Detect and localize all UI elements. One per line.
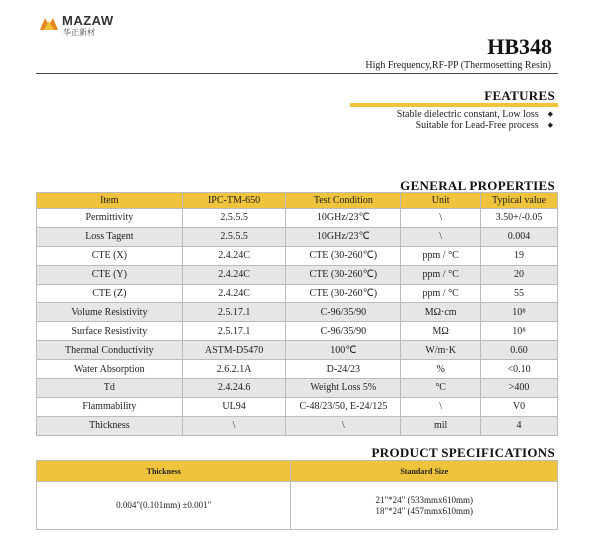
table-cell: CTE (30-260℃) bbox=[286, 265, 401, 284]
table-cell: 100℃ bbox=[286, 341, 401, 360]
table-row bbox=[37, 322, 558, 341]
table-cell: 10⁸ bbox=[481, 322, 558, 341]
table-cell: Flammability bbox=[37, 397, 183, 416]
bullet-diamond-icon: ◆ bbox=[547, 121, 553, 129]
table-cell: 2.5.17.1 bbox=[182, 303, 286, 322]
feature-item bbox=[397, 109, 553, 120]
spec-sizes bbox=[291, 482, 558, 530]
brand-name: MAZAW bbox=[62, 13, 114, 28]
table-cell: °C bbox=[401, 379, 481, 398]
table-cell: 2.5.5.5 bbox=[182, 227, 286, 246]
table-row bbox=[37, 303, 558, 322]
feature-item bbox=[397, 120, 553, 131]
table-cell: 2.5.17.1 bbox=[182, 322, 286, 341]
column-header: Test Condition bbox=[286, 193, 401, 209]
table-cell: Permittivity bbox=[37, 209, 183, 228]
table-cell: \ bbox=[182, 416, 286, 435]
table-cell: 2.6.2.1A bbox=[182, 360, 286, 379]
table-cell: 0.004 bbox=[481, 227, 558, 246]
column-header: Item bbox=[37, 193, 183, 209]
table-cell: 2.4.24C bbox=[182, 284, 286, 303]
spec-size: 21"*24" (533mmx610mm) bbox=[375, 494, 474, 505]
table-cell: Weight Loss 5% bbox=[286, 379, 401, 398]
table-cell: CTE (X) bbox=[37, 246, 183, 265]
table-cell: % bbox=[401, 360, 481, 379]
table-row bbox=[37, 397, 558, 416]
general-properties-heading: GENERAL PROPERTIES bbox=[400, 178, 555, 193]
table-cell: D-24/23 bbox=[286, 360, 401, 379]
brand-mark-icon bbox=[38, 12, 60, 34]
table-row bbox=[37, 341, 558, 360]
table-cell: C-48/23/50, E-24/125 bbox=[286, 397, 401, 416]
table-cell: C-96/35/90 bbox=[286, 303, 401, 322]
table-cell: CTE (30-260℃) bbox=[286, 284, 401, 303]
table-row bbox=[37, 265, 558, 284]
table-cell: 10GHz/23℃ bbox=[286, 209, 401, 228]
table-cell: \ bbox=[401, 209, 481, 228]
table-cell: 2.4.24.6 bbox=[182, 379, 286, 398]
table-row bbox=[37, 379, 558, 398]
product-title: HB348 bbox=[487, 34, 552, 59]
table-cell: CTE (Y) bbox=[37, 265, 183, 284]
table-row bbox=[37, 284, 558, 303]
table-cell: ppm / °C bbox=[401, 265, 481, 284]
table-cell: V0 bbox=[481, 397, 558, 416]
table-cell: \ bbox=[401, 227, 481, 246]
bullet-diamond-icon: ◆ bbox=[547, 110, 553, 118]
properties-body bbox=[37, 209, 558, 436]
table-cell: \ bbox=[286, 416, 401, 435]
table-cell: ppm / °C bbox=[401, 284, 481, 303]
table-cell: 19 bbox=[481, 246, 558, 265]
feature-text: Suitable for Lead-Free process bbox=[415, 120, 539, 131]
table-cell: Thermal Conductivity bbox=[37, 341, 183, 360]
table-cell: MΩ·cm bbox=[401, 303, 481, 322]
table-cell: mil bbox=[401, 416, 481, 435]
table-cell: \ bbox=[401, 397, 481, 416]
features-list bbox=[397, 109, 553, 131]
column-header: IPC-TM-650 bbox=[182, 193, 286, 209]
table-cell: Water Absorption bbox=[37, 360, 183, 379]
header-divider bbox=[36, 73, 558, 74]
table-cell: 10GHz/23℃ bbox=[286, 227, 401, 246]
table-row bbox=[37, 482, 558, 530]
table-cell: Loss Tagent bbox=[37, 227, 183, 246]
table-cell: <0.10 bbox=[481, 360, 558, 379]
table-row bbox=[37, 416, 558, 435]
table-cell: 20 bbox=[481, 265, 558, 284]
table-cell: UL94 bbox=[182, 397, 286, 416]
feature-text: Stable dielectric constant, Low loss bbox=[396, 109, 539, 120]
spec-thickness: 0.004"(0.101mm) ±0.001" bbox=[37, 482, 291, 530]
table-cell: 3.50+/-0.05 bbox=[481, 209, 558, 228]
table-cell: 2.4.24C bbox=[182, 265, 286, 284]
table-row bbox=[37, 209, 558, 228]
table-cell: Volume Resistivity bbox=[37, 303, 183, 322]
table-cell: 0.60 bbox=[481, 341, 558, 360]
table-cell: >400 bbox=[481, 379, 558, 398]
product-specifications-heading: PRODUCT SPECIFICATIONS bbox=[371, 445, 555, 460]
brand-chinese: 华正新材 bbox=[63, 28, 95, 37]
table-header-row bbox=[37, 461, 558, 482]
column-header: Typical value bbox=[481, 193, 558, 209]
table-cell: ASTM-D5470 bbox=[182, 341, 286, 360]
table-header-row bbox=[37, 193, 558, 209]
table-cell: CTE (Z) bbox=[37, 284, 183, 303]
spec-size: 18"*24" (457mmx610mm) bbox=[375, 505, 474, 516]
table-cell: Surface Resistivity bbox=[37, 322, 183, 341]
table-cell: 2.4.24C bbox=[182, 246, 286, 265]
brand-logo bbox=[38, 10, 118, 40]
product-subtitle: High Frequency,RF-PP (Thermosetting Resin) bbox=[365, 60, 551, 71]
table-cell: Td bbox=[37, 379, 183, 398]
table-row bbox=[37, 246, 558, 265]
product-specifications-table bbox=[36, 460, 558, 530]
table-cell: W/m·K bbox=[401, 341, 481, 360]
table-cell: 4 bbox=[481, 416, 558, 435]
features-heading: FEATURES bbox=[484, 88, 555, 103]
features-underline bbox=[350, 103, 558, 107]
column-header: Thickness bbox=[37, 461, 291, 482]
table-cell: 2.5.5.5 bbox=[182, 209, 286, 228]
table-cell: 10⁸ bbox=[481, 303, 558, 322]
general-properties-table bbox=[36, 192, 558, 436]
table-cell: 55 bbox=[481, 284, 558, 303]
table-cell: C-96/35/90 bbox=[286, 322, 401, 341]
table-cell: CTE (30-260℃) bbox=[286, 246, 401, 265]
table-cell: Thickness bbox=[37, 416, 183, 435]
column-header: Unit bbox=[401, 193, 481, 209]
table-row bbox=[37, 227, 558, 246]
table-cell: MΩ bbox=[401, 322, 481, 341]
table-cell: ppm / °C bbox=[401, 246, 481, 265]
column-header: Standard Size bbox=[291, 461, 558, 482]
table-row bbox=[37, 360, 558, 379]
